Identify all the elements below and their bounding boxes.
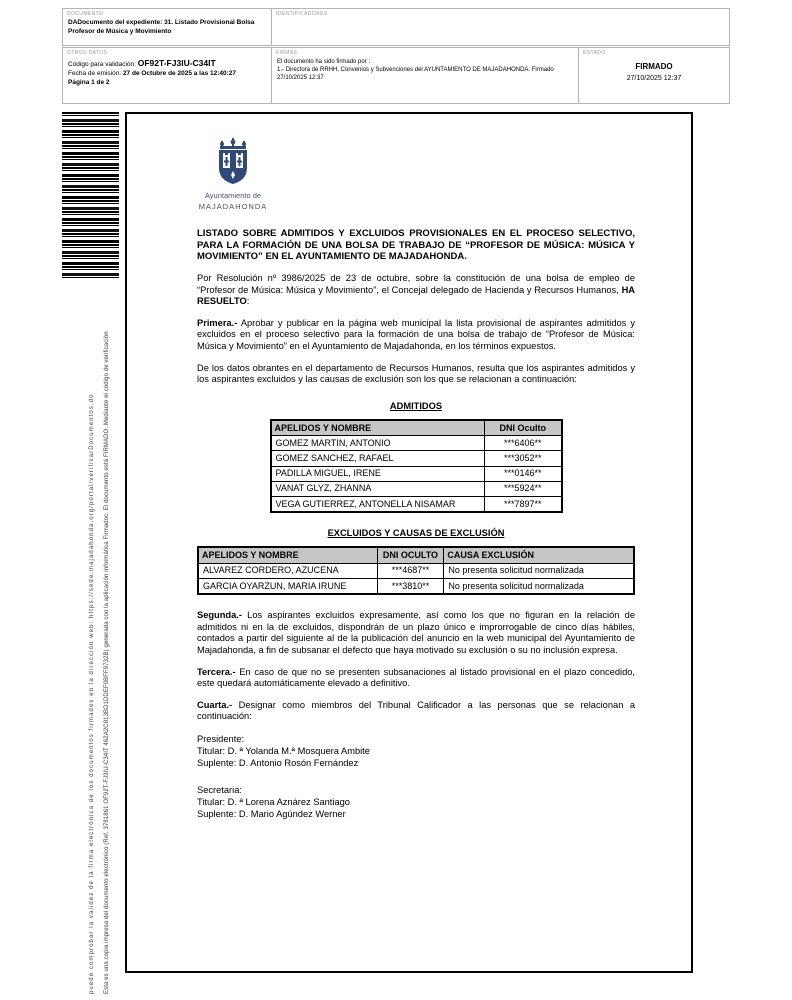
status-datetime: 27/10/2025 12:37 (626, 74, 682, 82)
paragraph-datos: De los datos obrantes en el departamento de Recursos Humanos, resulta que los aspirantes admitidos y los aspirantes excluidos y las causas de exclusión son los que se relacionan a continuación: (197, 362, 635, 385)
excluidos-col-dni: DNI OCULTO (377, 547, 444, 563)
paragraph-cuarta: Cuarta.- Designar como miembros del Tribunal Calificador a las personas que se relacionan a continuación: (197, 699, 635, 722)
tribunal-presidente-block (197, 733, 635, 770)
table-row: GARCIA OYARZUN, MARIA IRUNE ***3810** No presenta solicitud normalizada (198, 579, 634, 595)
secretaria-titular: Titular: D. ª Lorena Aznárez Santiago (197, 796, 350, 807)
firmas-value: El documento ha sido firmado por : 1.- Directora de RRHH, Convenios y Subvenciones del AYUNTAMIENTO DE MAJADAHONDA. Firmado 27/10/2025 12:37 (277, 59, 554, 82)
secretaria-heading: Secretaria: (197, 784, 242, 795)
admitidos-col-dni: DNI Oculto (484, 420, 561, 436)
excluidos-heading: EXCLUIDOS Y CAUSAS DE EXCLUSIÓN (327, 528, 505, 539)
admitidos-col-nombre: APELIDOS Y NOMBRE (271, 420, 485, 436)
estado-meta-box (578, 47, 730, 104)
table-row: ALVAREZ CORDERO, AZUCENA ***4687** No presenta solicitud normalizada (198, 563, 634, 578)
otros-datos-meta-box (62, 47, 272, 104)
documento-meta-box (62, 8, 272, 46)
presidente-heading: Presidente: (197, 734, 245, 745)
excluidos-col-nombre: APELIDOS Y NOMBRE (198, 547, 377, 563)
document-page (125, 112, 693, 973)
page-indicator: Página 1 de 2 (68, 78, 110, 86)
emission-date: 27 de Octubre de 2025 a las 12:40:27 (122, 69, 237, 77)
table-row: VEGA GUTIERREZ, ANTONELLA NISAMAR ***7897** (271, 497, 562, 513)
documento-label: DOCUMENTO (67, 11, 104, 17)
table-row: PADILLA MIGUEL, IRENE ***0146** (271, 466, 562, 481)
paragraph-tercera: Tercera.- En caso de que no se presenten subsanaciones al listado provisional en el plazo concedido, este quedará automáticamente elevado a definitivo. (197, 666, 635, 689)
logo-caption-line1: Ayuntamiento de (204, 191, 262, 200)
paragraph-segunda: Segunda.- Los aspirantes excluidos expresamente, así como los que no figuran en la relación de admitidos ni en la de excluidos, dispondrán de un plazo único e improrrogable de cinco días hábiles, contados a partir del siguiente al de la publicación del anuncio en la web municipal del Ayuntamiento de Majadahonda, a fin de subsanar el defecto que haya motivado su exclusión o su no inclusión expresa. (197, 610, 635, 656)
paragraph-resolucion: Por Resolución nº 3986/2025 de 23 de octubre, sobre la constitución de una bolsa de empleo de “Profesor de Música: Música y Movimiento”, el Concejal delegado de Hacienda y Recursos Humanos, HA RESUELTO: (197, 273, 635, 307)
firmas-label: FIRMAS (276, 50, 298, 56)
paragraph-primera: Primera.- Aprobar y publicar en la página web municipal la lista provisional de aspirantes admitidos y excluidos en el proceso selectivo para la formación de una bolsa de trabajo de “Profesor de Música: Música y Movimiento” en el Ayuntamiento de Majadahonda, en los términos expuestos. (197, 317, 635, 352)
documento-value: DADocumento del expediente: 31. Listado Provisional Bolsa Profesor de Música y Movimiento (68, 19, 255, 35)
barcode (62, 112, 119, 278)
firmas-meta-box (271, 47, 579, 104)
presidente-titular: Titular: D. ª Yolanda M.ª Mosquera Ambite (197, 746, 370, 757)
town-hall-logo (185, 138, 281, 212)
side-disclaimer-line2: puede comprobar la validez de la firma electrónica de los documentos firmados en la dirección web: https://sede.majadahonda.org/portal/verificarDocumentos.do (89, 393, 95, 994)
table-row: GOMEZ SANCHEZ, RAFAEL ***3052** (271, 451, 562, 466)
tribunal-secretaria-block (197, 784, 635, 821)
excluidos-table (197, 546, 635, 595)
validation-code: OF92T-FJ3IU-C34IT (137, 58, 216, 68)
identificadores-meta-box (271, 8, 730, 46)
side-disclaimer-line1: Esta es una copia impresa del documento electrónico (Ref. 3781861 OF92T-FJ3IU-C34IT 462A2C813BD1DDEF0BFF9732B) generada con la aplicación informática Firmadoc. El documento está FIRMADO. Mediante el código de verificación (104, 331, 110, 994)
document-title: LISTADO SOBRE ADMITIDOS Y EXCLUIDOS PROVISIONALES EN EL PROCESO SELECTIVO, PARA LA FORMACIÓN DE UNA BOLSA DE TRABAJO DE “PROFESOR DE MÚSICA: MÚSICA Y MOVIMIENTO” EN EL AYUNTAMIENTO DE MAJADAHONDA. (197, 228, 635, 263)
identificadores-label: IDENTIFICADORES (276, 11, 328, 17)
otros-datos-label: OTROS DATOS (67, 50, 108, 56)
coat-of-arms-icon (212, 138, 254, 185)
logo-caption-line2: MAJADAHONDA (198, 202, 268, 211)
table-row: VANAT GLYZ, ZHANNA ***5924** (271, 481, 562, 496)
table-row: GOMEZ MARTIN, ANTONIO ***6406** (271, 436, 562, 451)
estado-label: ESTADO (583, 50, 606, 56)
otros-datos-values: Código para validación: OF92T-FJ3IU-C34IT Fecha de emisión: 27 de Octubre de 2025 a las 12:40:27 Página 1 de 2 (63, 56, 271, 89)
document-body (197, 228, 635, 820)
secretaria-suplente: Suplente: D. Mario Agúndez Werner (197, 809, 346, 820)
admitidos-table (270, 419, 563, 514)
admitidos-heading: ADMITIDOS (389, 400, 443, 411)
excluidos-col-causa: CAUSA EXCLUSIÓN (444, 547, 634, 563)
presidente-suplente: Suplente: D. Antonio Rosón Fernández (197, 758, 359, 769)
status-badge: FIRMADO (635, 62, 673, 71)
